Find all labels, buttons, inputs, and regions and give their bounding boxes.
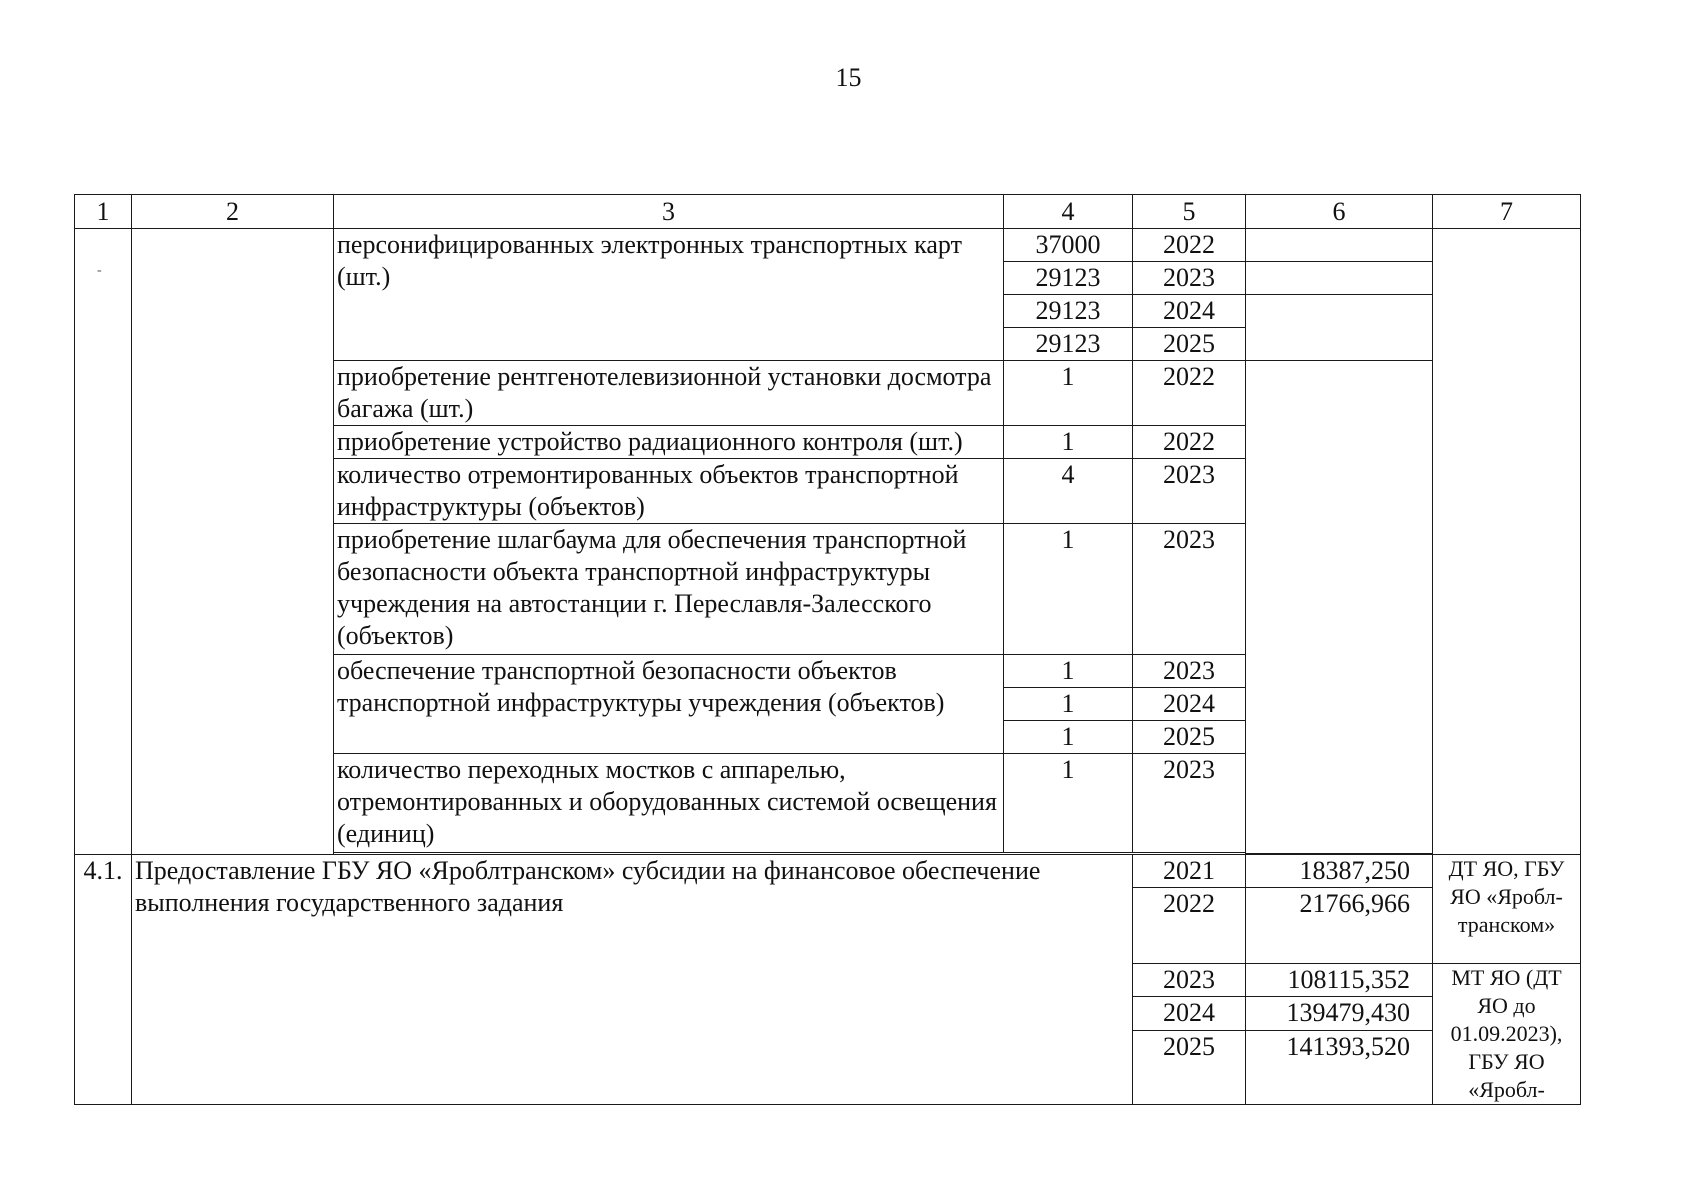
indicator-year: 2024 (1133, 295, 1246, 328)
indicator-value: 1 (1004, 655, 1133, 688)
funding-year: 2023 (1133, 963, 1246, 997)
col-number-6: 6 (1246, 195, 1433, 229)
indicator-cell: количество переходных мостков с аппарелью, отремонтированных и оборудованных системой освещения (единиц) (334, 754, 1004, 853)
indicator-value: 29123 (1004, 328, 1133, 361)
indicator-cell: приобретение шлагбаума для обеспечения транспортной безопасности объекта транспортной инфраструктуры учреждения на автостанции г. Переславля-Залесского (объектов) (334, 524, 1004, 655)
indicator-value: 29123 (1004, 262, 1133, 295)
indicator-year: 2022 (1133, 229, 1246, 262)
indicator-value: 1 (1004, 721, 1133, 754)
block-a-number-cell (75, 229, 132, 855)
indicator-year: 2023 (1133, 655, 1246, 688)
indicator-value: 29123 (1004, 295, 1133, 328)
funding-cell (1246, 229, 1433, 262)
indicator-cell: приобретение рентгенотелевизионной установки досмотра багажа (шт.) (334, 361, 1004, 426)
funding-amount: 21766,966 (1246, 887, 1433, 963)
indicator-year: 2022 (1133, 361, 1246, 426)
indicator-year: 2025 (1133, 721, 1246, 754)
funding-amount: 108115,352 (1246, 963, 1433, 997)
block-a-executor-cell (1433, 229, 1581, 855)
scan-mark: - (97, 263, 102, 278)
funding-cell (1246, 262, 1433, 295)
executor-cell: ДТ ЯО, ГБУ ЯО «Яробл-транском» (1433, 854, 1581, 963)
indicator-value: 1 (1004, 361, 1133, 426)
funding-year: 2021 (1133, 854, 1246, 887)
indicator-value: 4 (1004, 459, 1133, 524)
col-number-3: 3 (334, 195, 1004, 229)
funding-year: 2025 (1133, 1030, 1246, 1104)
indicator-year: 2023 (1133, 262, 1246, 295)
program-table (74, 194, 1581, 1105)
funding-cell (1246, 361, 1433, 854)
page-number: 15 (835, 63, 862, 92)
funding-amount: 139479,430 (1246, 997, 1433, 1031)
col-number-7: 7 (1433, 195, 1581, 229)
section-number: 4.1. (75, 854, 132, 1104)
indicator-year: 2023 (1133, 754, 1246, 853)
block-a-name-cell (132, 229, 334, 855)
indicator-year: 2025 (1133, 328, 1246, 361)
col-number-2: 2 (132, 195, 334, 229)
funding-cell (1246, 295, 1433, 361)
indicator-value: 1 (1004, 426, 1133, 459)
funding-year: 2022 (1133, 887, 1246, 963)
indicator-year: 2024 (1133, 688, 1246, 721)
indicator-cell: персонифицированных электронных транспортных карт (шт.) (334, 229, 1004, 361)
funding-amount: 18387,250 (1246, 854, 1433, 887)
col-number-5: 5 (1133, 195, 1246, 229)
indicator-value: 1 (1004, 754, 1133, 853)
table-row (75, 854, 1581, 887)
indicator-year: 2022 (1133, 426, 1246, 459)
section-title: Предоставление ГБУ ЯО «Яроблтранском» субсидии на финансовое обеспечение выполнения государственного задания (132, 854, 1133, 1104)
executor-cell: МТ ЯО (ДТ ЯО до 01.09.2023), ГБУ ЯО «Яробл- (1433, 963, 1581, 1104)
funding-amount: 141393,520 (1246, 1030, 1433, 1104)
table-row (75, 229, 1581, 262)
indicator-value: 1 (1004, 524, 1133, 655)
indicator-cell: приобретение устройство радиационного контроля (шт.) (334, 426, 1004, 459)
indicator-value: 37000 (1004, 229, 1133, 262)
indicator-value: 1 (1004, 688, 1133, 721)
column-number-row (75, 195, 1581, 229)
indicator-cell: обеспечение транспортной безопасности объектов транспортной инфраструктуры учреждения (объектов) (334, 655, 1004, 754)
funding-year: 2024 (1133, 997, 1246, 1031)
indicator-year: 2023 (1133, 459, 1246, 524)
col-number-1: 1 (75, 195, 132, 229)
col-number-4: 4 (1004, 195, 1133, 229)
indicator-year: 2023 (1133, 524, 1246, 655)
indicator-cell: количество отремонтированных объектов транспортной инфраструктуры (объектов) (334, 459, 1004, 524)
